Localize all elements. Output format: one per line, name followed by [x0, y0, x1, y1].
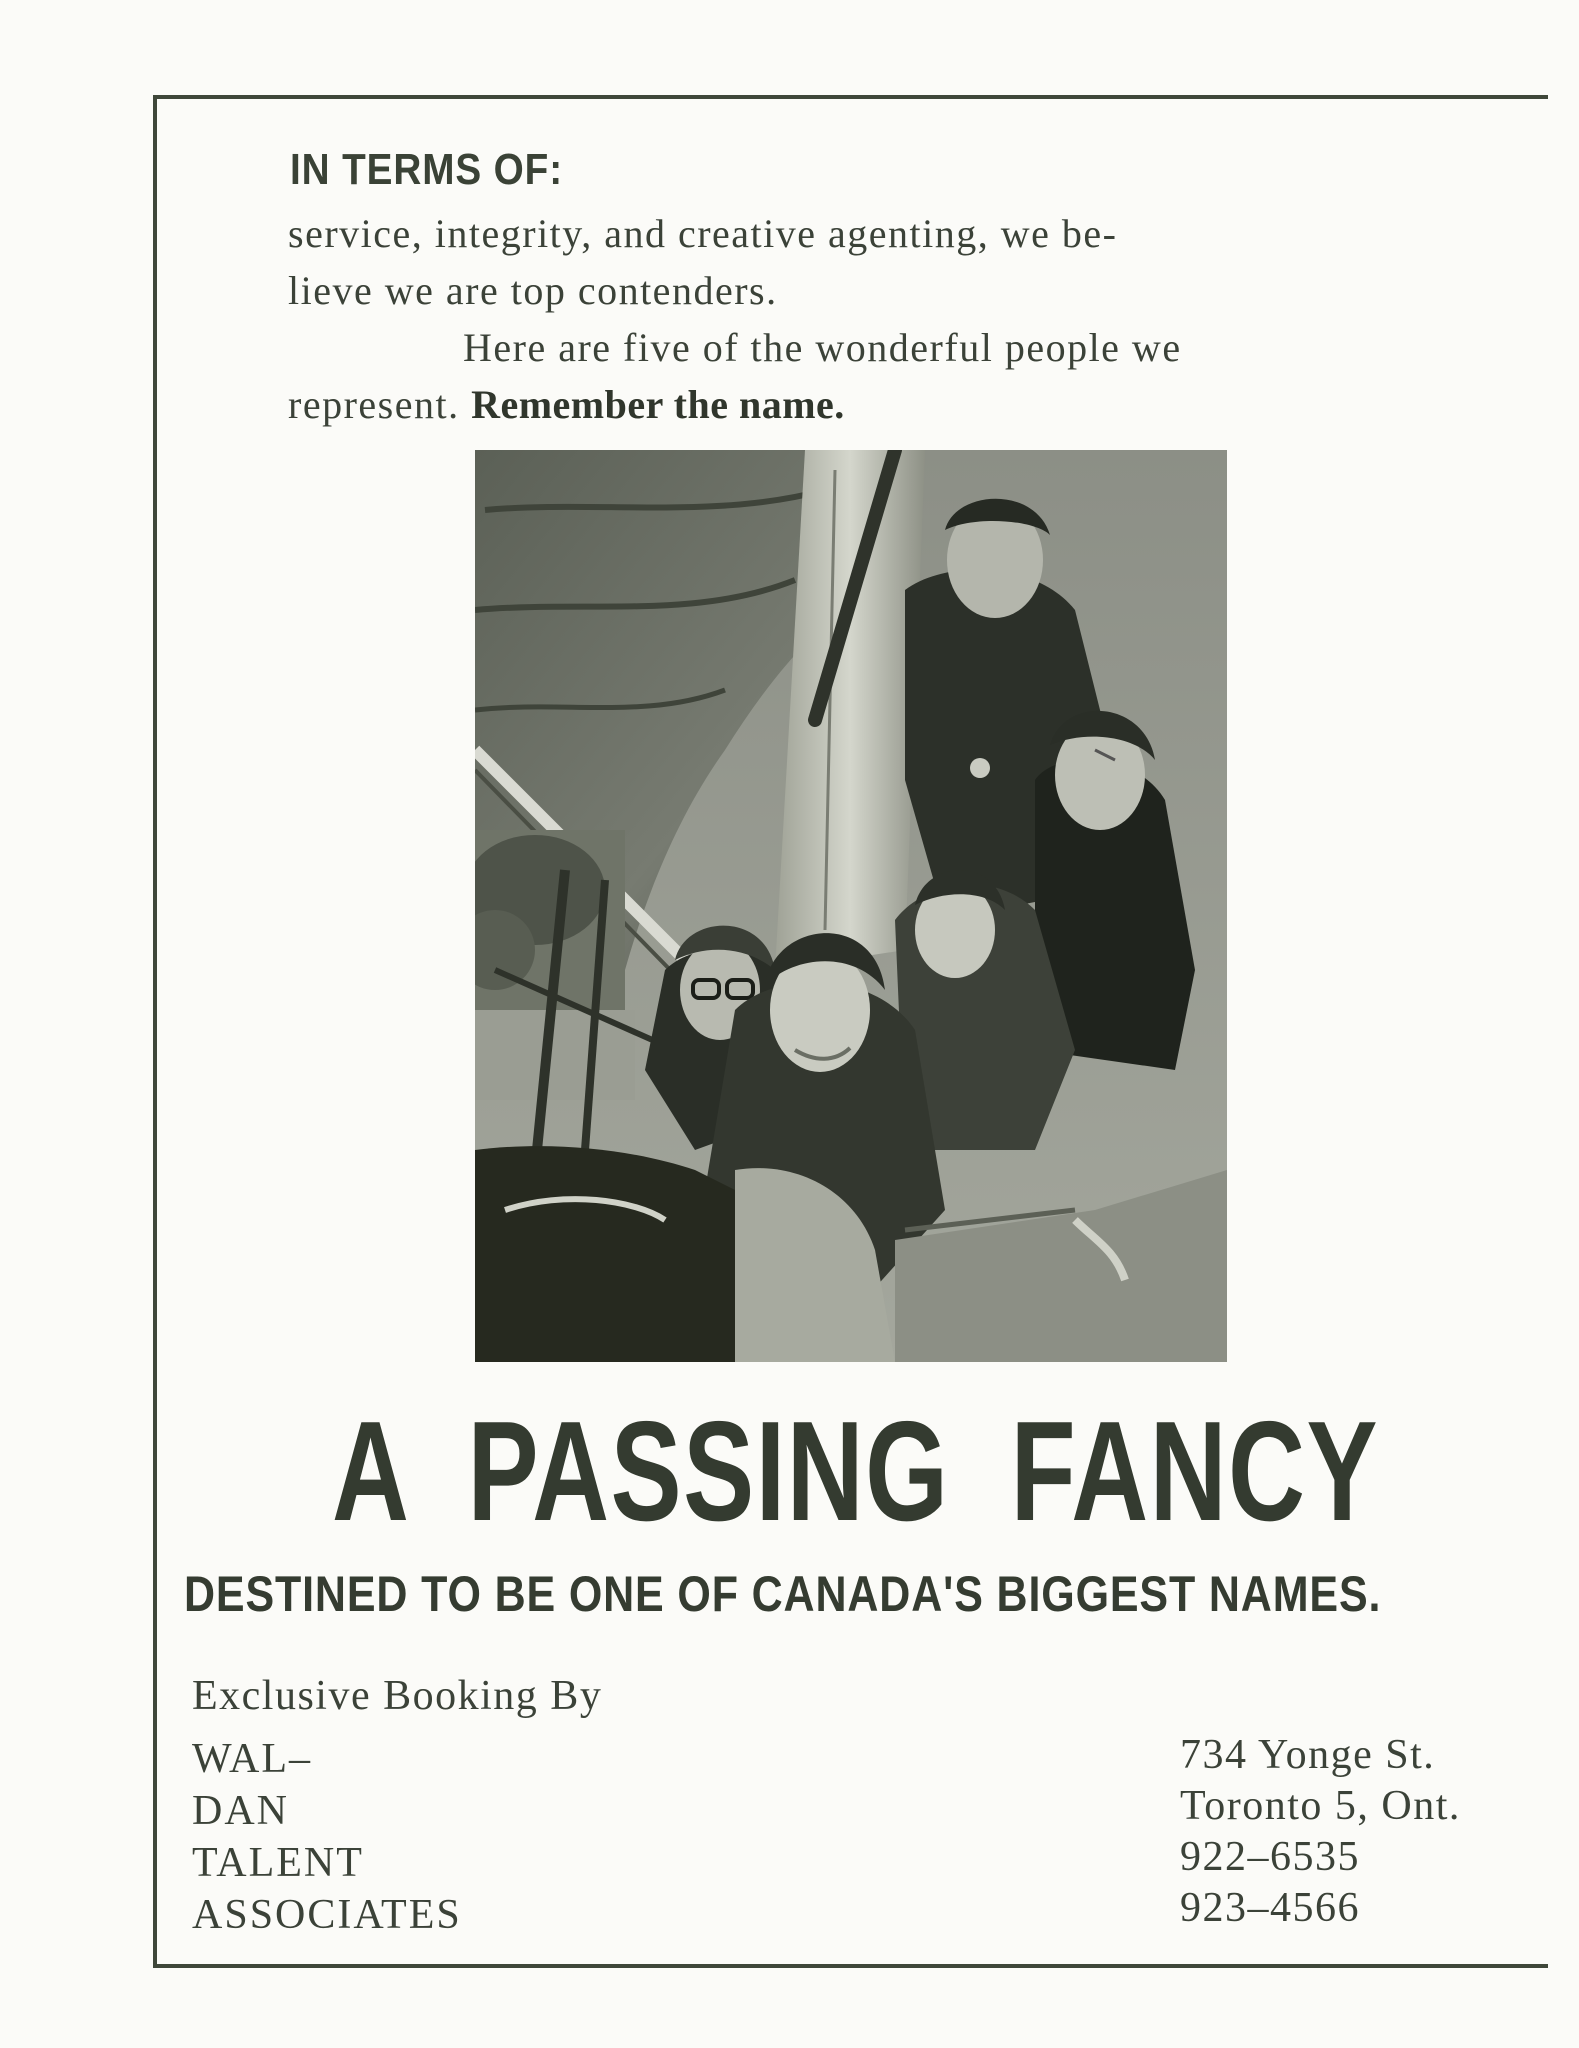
agency-line-3: TALENT	[192, 1840, 364, 1886]
contact-phone-1: 922–6535	[1180, 1834, 1360, 1880]
contact-block	[1180, 1730, 1461, 1934]
contact-street: 734 Yonge St.	[1180, 1732, 1436, 1778]
contact-city: Toronto 5, Ont.	[1180, 1783, 1461, 1829]
band-photo	[475, 450, 1227, 1362]
intro-line-3: Here are five of the wonderful people we	[463, 325, 1182, 370]
agency-line-1: WAL–	[192, 1736, 312, 1782]
contact-phone-2: 923–4566	[1180, 1885, 1360, 1931]
intro-line-4-start: represent.	[288, 382, 460, 427]
remember-the-name: Remember the name.	[471, 382, 845, 427]
booking-label: Exclusive Booking By	[192, 1673, 603, 1719]
intro-text	[288, 205, 1438, 433]
intro-line-1: service, integrity, and creative agenting, we be-	[288, 211, 1118, 256]
intro-line-2: lieve we are top contenders.	[288, 268, 778, 313]
agency-line-2: DAN	[192, 1788, 289, 1834]
intro-line-4	[288, 376, 1438, 433]
band-name-headline: A PASSING FANCY	[332, 1392, 1380, 1551]
agency-name	[192, 1733, 462, 1941]
band-photo-illustration	[475, 450, 1227, 1362]
ad-heading: IN TERMS OF:	[290, 145, 563, 194]
agency-line-4: ASSOCIATES	[192, 1892, 462, 1938]
tagline: DESTINED TO BE ONE OF CANADA'S BIGGEST NAMES.	[184, 1566, 1382, 1622]
